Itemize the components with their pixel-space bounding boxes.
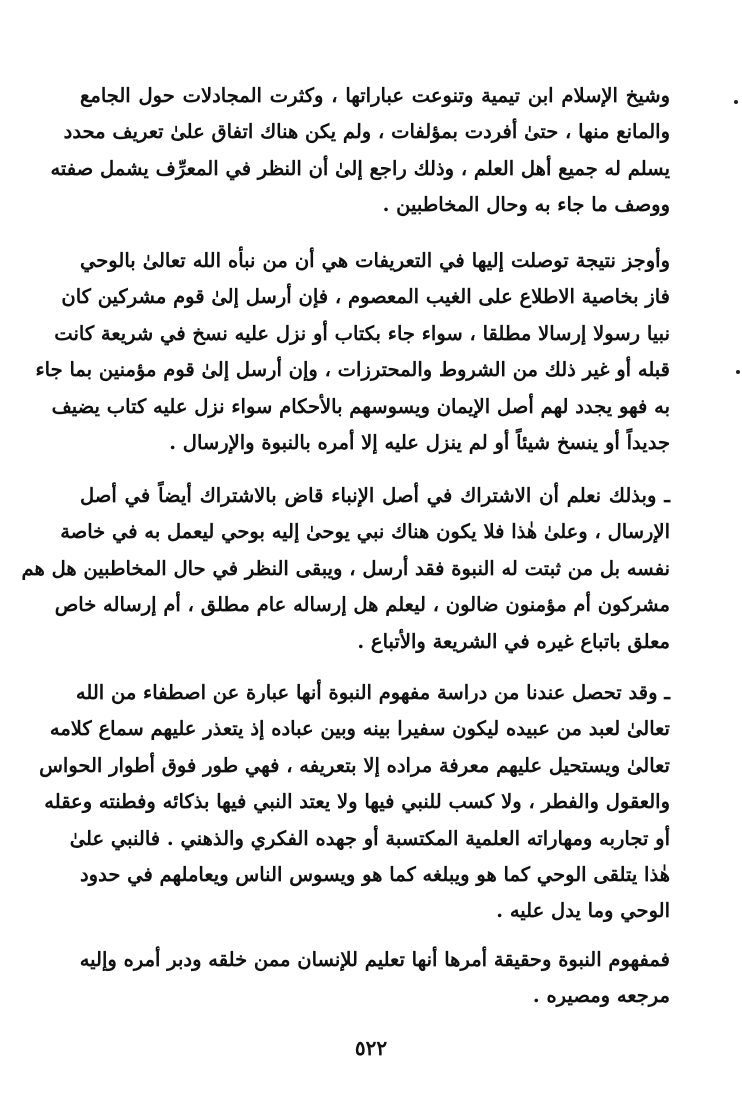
text-line: قبله أو غير ذلك من الشروط والمحترزات ، وإن أرسل إلىٰ قوم مؤمنين بما جاء (35, 358, 670, 382)
text-line: ـ وبذلك نعلم أن الاشتراك في أصل الإنباء قاض بالاشتراك أيضاً في أصل (80, 484, 670, 507)
text-line: وأوجز نتيجة توصلت إليها في التعريفات هي أن من نبأه الله تعالىٰ بالوحي (80, 249, 670, 272)
text-line: ـ وقد تحصل عندنا من دراسة مفهوم النبوة أنها عبارة عن اصطفاء من الله (75, 681, 670, 704)
text-line: الإرسال ، وعلىٰ هٰذا فلا يكون هناك نبي يوحىٰ إليه بوحي ليعمل به في خاصة (60, 520, 670, 544)
scan-speck (736, 370, 740, 374)
text-line: مرجعه ومصيره . (532, 984, 670, 1008)
page-number: ٥٢٢ (354, 1036, 388, 1060)
text-line: فمفهوم النبوة وحقيقة أمرها أنها تعليم للإنسان ممن خلقه ودبر أمره وإليه (79, 948, 670, 971)
text-line: ووصف ما جاء به وحال المخاطبين . (382, 193, 670, 217)
text-line: نفسه بل من ثبتت له النبوة فقد أرسل ، ويبقى النظر في حال المخاطبين هل هم (21, 556, 670, 580)
paragraph-3 (21, 478, 670, 660)
paragraph-1 (50, 78, 670, 224)
text-line: وشيخ الإسلام ابن تيمية وتنوعت عباراتها ، وكثرت المجادلات حول الجامع (80, 84, 670, 107)
text-line: يسلم له جميع أهل العلم ، وذلك راجع إلىٰ أن النظر في المعرِّف يشمل صفته (50, 156, 670, 180)
text-line: تعالىٰ لعبد من عبيده ليكون سفيرا بينه وبين عباده إذ يتعذر عليهم سماع كلامه (49, 717, 670, 741)
text-line: به فهو يجدد لهم أصل الإيمان ويسوسهم بالأحكام سواء نزل عليه كتاب يضيف (51, 394, 670, 418)
text-line: تعالىٰ ويستحيل عليهم معرفة مراده إلا بتعريفه ، فهي طور فوق أطوار الحواس (39, 753, 670, 777)
paragraph-2 (35, 243, 670, 461)
scan-speck (734, 100, 738, 104)
text-line: معلق باتباع غيره في الشريعة والأتباع . (357, 629, 670, 653)
text-line: والمانع منها ، حتىٰ أفردت بمؤلفات ، ولم يكن هناك اتفاق علىٰ تعريف محدد (63, 120, 670, 144)
text-line: نبيا رسولا إرسالا مطلقا ، سواء جاء بكتاب أو نزل عليه نسخ في شريعة كانت (54, 321, 670, 345)
text-line: فاز بخاصية الاطلاع على الغيب المعصوم ، فإن أرسل إلىٰ قوم مشركين كان (61, 285, 670, 309)
paragraph-4 (39, 675, 670, 930)
text-line: جديداً أو ينسخ شيئاً أو لم ينزل عليه إلا أمره بالنبوة والإرسال . (169, 431, 670, 455)
text-line: الوحي وما يدل عليه . (496, 899, 670, 923)
text-line: أو تجاربه ومهاراته العلمية المكتسبة أو جهده الفكري والذهني . فالنبي علىٰ (69, 826, 670, 850)
text-line: والعقول والفطر ، ولا كسب للنبي فيها ولا يعتد النبي فيها بذكائه وفطنته وعقله (44, 790, 670, 814)
text-line: مشركون أم مؤمنون ضالون ، ليعلم هل إرساله عام مطلق ، أم إرساله خاص (54, 593, 670, 617)
text-line: هٰذا يتلقى الوحي كما هو ويبلغه كما هو ويسوس الناس ويعاملهم في حدود (80, 863, 670, 887)
paragraph-5 (80, 942, 670, 1015)
